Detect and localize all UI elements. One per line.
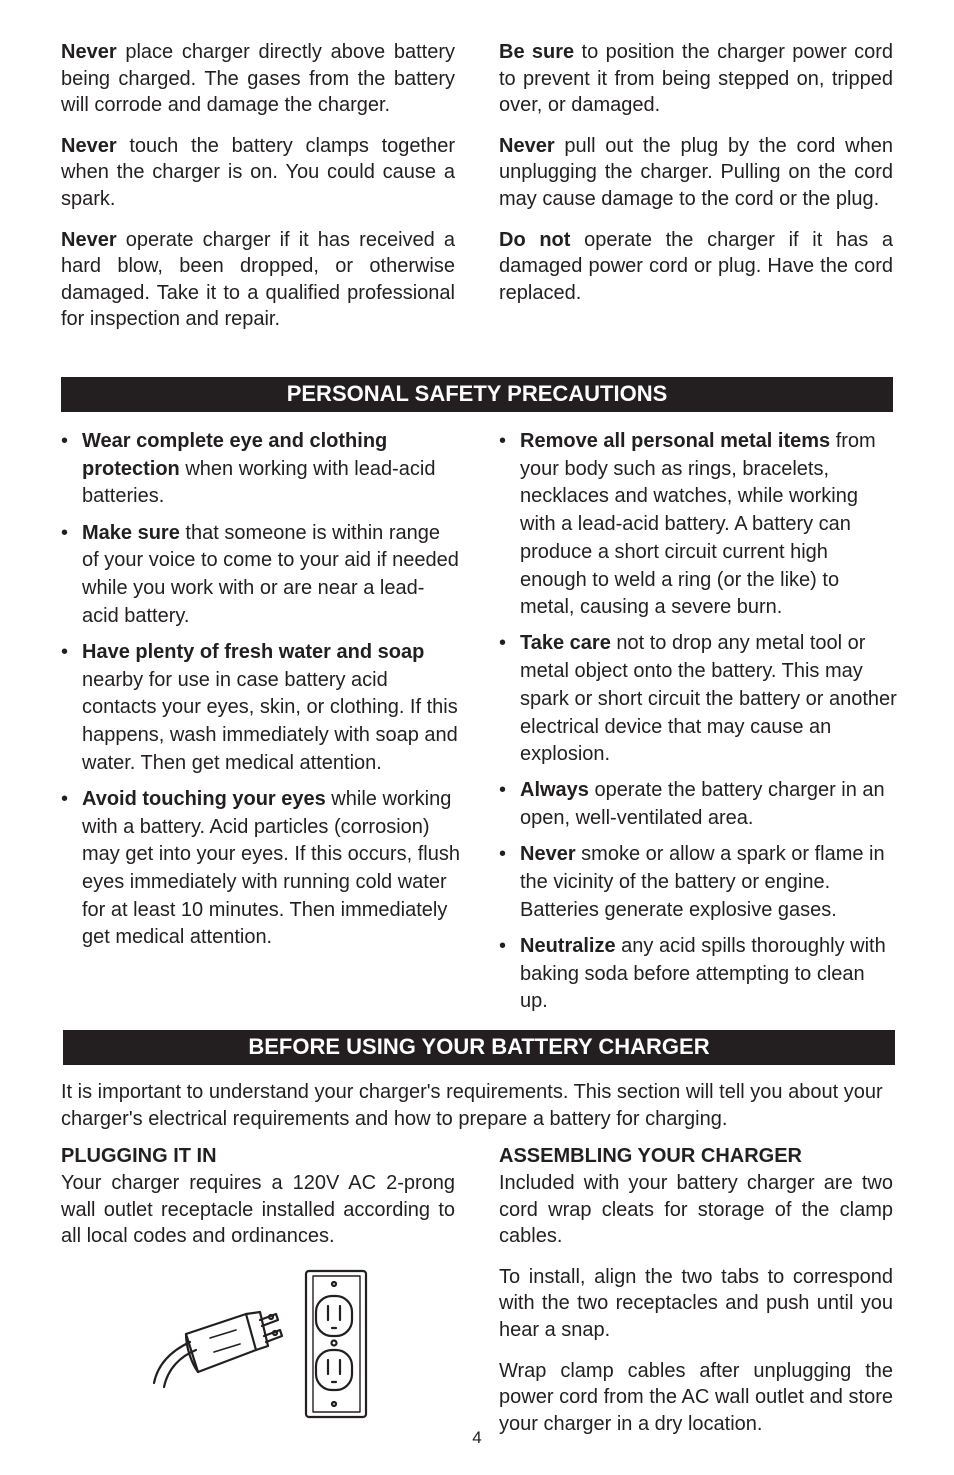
assembling-paragraph: Wrap clamp cables after unplugging the power cord from the AC wall outlet and store your charger in a dry location.: [499, 1359, 893, 1435]
plugging-text: Your charger requires a 120V AC 2-prong wall outlet receptacle installed according to all local codes and ordinances.: [61, 1172, 455, 1248]
safety-left-column: [61, 428, 461, 961]
assembling-heading: ASSEMBLING YOUR CHARGER: [499, 1145, 802, 1167]
safety-bullet: • Take care not to drop any metal tool or metal object onto the battery. This may spark or short circuit the battery or another electrical device that may cause an explosion.: [499, 630, 897, 769]
safety-bullet: • Avoid touching your eyes while working with a battery. Acid particles (corrosion) may get into your eyes. If this occurs, flush eyes immediately with running cold water for at least 10 minutes. Then immediately get medical attention.: [61, 786, 461, 952]
safety-bullet: • Have plenty of fresh water and soap nearby for use in case battery acid contacts your eyes, skin, or clothing. If this happens, wash immediately with soap and water. Then get medical attention.: [61, 639, 461, 778]
before-using-intro: It is important to understand your charger's requirements. This section will tell you about your charger's electrical requirements and how to prepare a battery for charging.: [61, 1081, 883, 1130]
safety-bullet: • Wear complete eye and clothing protection when working with lead-acid batteries.: [61, 428, 461, 511]
safety-right-column: [499, 428, 897, 1025]
plugging-heading: PLUGGING IT IN: [61, 1145, 217, 1167]
warning-paragraph: Never place charger directly above battery being charged. The gases from the battery will corrode and damage the charger.: [61, 41, 455, 117]
safety-bullet: • Make sure that someone is within range of your voice to come to your aid if needed while you work with or are near a lead-acid battery.: [61, 520, 461, 631]
safety-bullet: • Never smoke or allow a spark or flame in the vicinity of the battery or engine. Batteries generate explosive gases.: [499, 841, 897, 924]
top-right-column: [499, 39, 893, 320]
safety-bullet: • Remove all personal metal items from your body such as rings, bracelets, necklaces and watches, while working with a lead-acid battery. A battery can produce a short circuit current high enough to weld a ring (or the like) to metal, causing a severe burn.: [499, 428, 897, 622]
warning-paragraph: Never pull out the plug by the cord when unplugging the charger. Pulling on the cord may cause damage to the cord or the plug.: [499, 134, 893, 210]
plugging-section: [61, 1143, 455, 1250]
warning-paragraph: Be sure to position the charger power cord to prevent it from being stepped on, tripped over, or damaged.: [499, 41, 893, 117]
safety-bullet: • Always operate the battery charger in an open, well-ventilated area.: [499, 777, 897, 832]
assembling-section: [499, 1143, 893, 1451]
top-left-column: [61, 39, 455, 347]
personal-safety-heading: PERSONAL SAFETY PRECAUTIONS: [61, 377, 893, 412]
plug-outlet-illustration: [148, 1268, 378, 1423]
warning-paragraph: Never touch the battery clamps together when the charger is on. You could cause a spark.: [61, 134, 455, 210]
warning-paragraph: Never operate charger if it has received a hard blow, been dropped, or otherwise damaged. Take it to a qualified professional for inspection and repair.: [61, 228, 455, 331]
page-number: 4: [472, 1428, 482, 1447]
before-using-heading: BEFORE USING YOUR BATTERY CHARGER: [63, 1030, 895, 1065]
safety-bullet: • Neutralize any acid spills thoroughly with baking soda before attempting to clean up.: [499, 933, 897, 1016]
assembling-paragraph: To install, align the two tabs to correspond with the two receptacles and push until you hear a snap.: [499, 1265, 893, 1341]
warning-paragraph: Do not operate the charger if it has a damaged power cord or plug. Have the cord replaced.: [499, 228, 893, 304]
assembling-paragraph: Included with your battery charger are two cord wrap cleats for storage of the clamp cables.: [499, 1172, 893, 1248]
